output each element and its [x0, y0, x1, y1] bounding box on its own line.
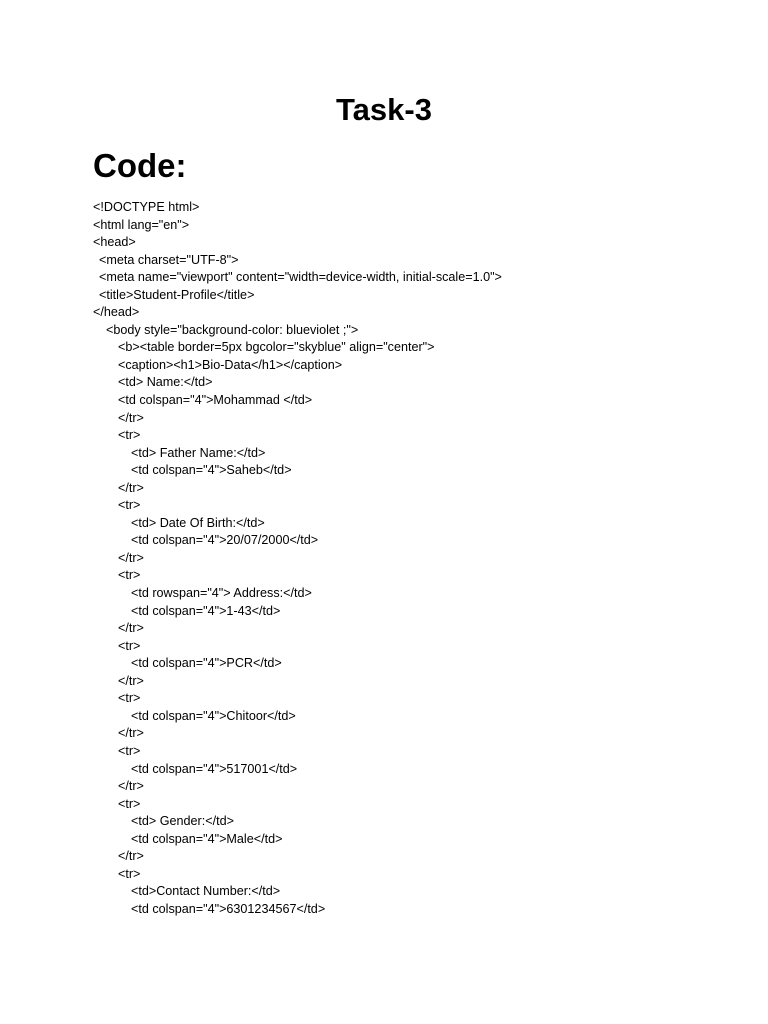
code-line: <tr>	[118, 743, 141, 758]
code-line: <td rowspan="4"> Address:</td>	[131, 586, 312, 601]
code-line: <td colspan="4">Saheb</td>	[131, 463, 292, 478]
code-line: </tr>	[118, 550, 144, 565]
code-line: <tr>	[118, 568, 141, 583]
code-line: <td> Father Name:</td>	[131, 445, 266, 460]
code-line: </tr>	[118, 480, 144, 495]
code-line: </tr>	[118, 673, 144, 688]
code-line: <tr>	[118, 691, 141, 706]
code-line: </tr>	[118, 849, 144, 864]
code-line: <b><table border=5px bgcolor="skyblue" align="center">	[118, 340, 435, 355]
code-line: <meta charset="UTF-8">	[99, 252, 239, 267]
code-line: <td>Contact Number:</td>	[131, 884, 281, 899]
code-line: <td> Date Of Birth:</td>	[131, 515, 265, 530]
code-line: <td> Gender:</td>	[131, 814, 234, 829]
code-line: <tr>	[118, 428, 141, 443]
code-line: <caption><h1>Bio-Data</h1></caption>	[118, 357, 343, 372]
code-line: <tr>	[118, 498, 141, 513]
code-listing	[93, 199, 502, 918]
code-line: <td colspan="4">20/07/2000</td>	[131, 533, 319, 548]
code-line: <td colspan="4">PCR</td>	[131, 656, 282, 671]
code-line: <body style="background-color: blueviolet ;">	[106, 322, 359, 337]
code-line: <tr>	[118, 638, 141, 653]
code-line: </tr>	[118, 410, 144, 425]
page-title: Task-3	[336, 92, 432, 127]
code-line: <td colspan="4">6301234567</td>	[131, 901, 326, 916]
code-line: <tr>	[118, 796, 141, 811]
code-line: </head>	[93, 305, 140, 320]
section-heading: Code:	[93, 147, 187, 184]
code-line: </tr>	[118, 726, 144, 741]
code-line: <head>	[93, 235, 136, 250]
code-line: <td colspan="4">Male</td>	[131, 831, 283, 846]
code-line: <td colspan="4">1-43</td>	[131, 603, 281, 618]
code-line: <meta name="viewport" content="width=device-width, initial-scale=1.0">	[99, 270, 502, 285]
code-line: </tr>	[118, 621, 144, 636]
code-line: <td colspan="4">Mohammad </td>	[118, 393, 313, 408]
code-line: <td> Name:</td>	[118, 375, 213, 390]
code-line: </tr>	[118, 779, 144, 794]
code-line: <html lang="en">	[93, 217, 190, 232]
code-line: <td colspan="4">Chitoor</td>	[131, 708, 296, 723]
code-line: <!DOCTYPE html>	[93, 200, 200, 214]
code-line: <tr>	[118, 866, 141, 881]
code-line: <td colspan="4">517001</td>	[131, 761, 298, 776]
code-line: <title>Student-Profile</title>	[99, 287, 255, 302]
